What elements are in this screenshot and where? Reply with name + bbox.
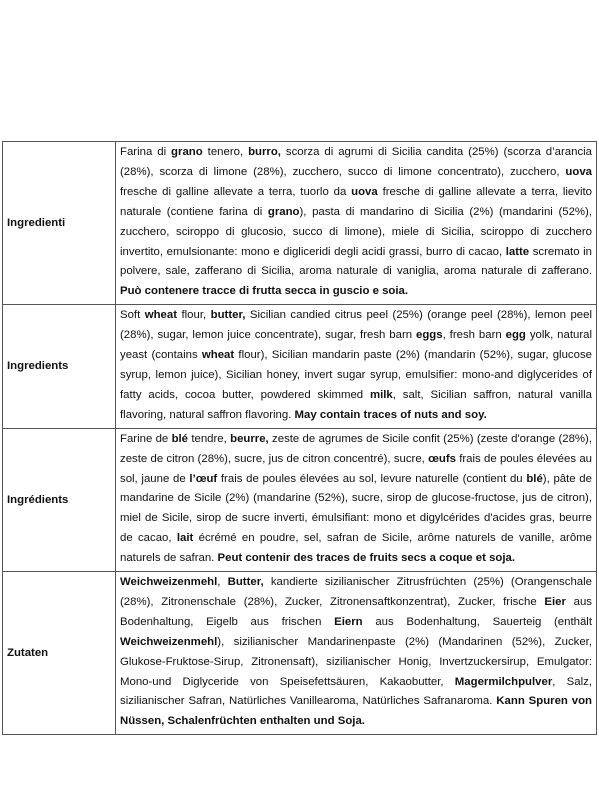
bold-allergen-text: uova bbox=[351, 185, 378, 198]
ingredients-table bbox=[2, 141, 597, 735]
text-segment: ), pâte de mandarine de Sicile (2%) (mandarine (52%), sucre, sirop de glucose-fructose, jus de citron), miel de Sicile, sirop de sucre inverti, émulsifiant: mono et digylcérides d'acides gras, beurre de cacao, bbox=[120, 472, 592, 545]
bold-allergen-text: grano bbox=[171, 146, 203, 158]
text-segment: , bbox=[217, 576, 228, 589]
text-segment: Farine de bbox=[120, 432, 172, 445]
bold-allergen-text: May contain traces of nuts and soy. bbox=[294, 408, 487, 421]
bold-allergen-text: lait bbox=[176, 532, 194, 545]
text-segment: aus Bodenhaltung, Sauerteig (enthält bbox=[362, 615, 593, 628]
bold-allergen-text: uova bbox=[565, 165, 592, 178]
bold-allergen-text: butter, bbox=[210, 309, 246, 322]
table-row-italian bbox=[3, 142, 597, 305]
bold-allergen-text: wheat bbox=[201, 349, 235, 362]
text-segment: , fresh barn bbox=[442, 329, 506, 342]
bold-allergen-text: burro, bbox=[248, 146, 281, 158]
row-label: Ingrédients bbox=[3, 428, 116, 571]
bold-allergen-text: Può contenere tracce di frutta secca in guscio e soia. bbox=[120, 285, 409, 298]
bold-allergen-text: Eiern bbox=[334, 615, 363, 628]
bold-allergen-text: Eier bbox=[544, 595, 566, 608]
bold-allergen-text: beurre, bbox=[230, 432, 269, 445]
row-label: Ingredienti bbox=[3, 142, 116, 305]
ingredients-text bbox=[116, 305, 597, 428]
text-segment: flour, bbox=[177, 309, 211, 322]
bold-allergen-text: blé bbox=[526, 472, 543, 485]
text-segment: yolk, natural yeast (contains bbox=[120, 329, 592, 362]
text-segment: aus Bodenhaltung, Eigelb aus frischen bbox=[120, 595, 593, 628]
bold-allergen-text: eggs bbox=[416, 329, 443, 342]
text-segment: Farina di bbox=[120, 146, 172, 158]
text-segment: tendre, bbox=[188, 432, 231, 445]
row-label: Zutaten bbox=[3, 572, 116, 735]
ingredients-text bbox=[116, 572, 597, 735]
bold-allergen-text: wheat bbox=[144, 309, 177, 322]
text-segment: scremato in polvere, sale, zafferano di Sicilia, aroma naturale di vaniglia, aroma naturale di zafferano. bbox=[120, 245, 592, 278]
table-row-french bbox=[3, 428, 597, 571]
text-segment: ), sizilianischer Mandarinenpaste (2%) (Mandarinen (52%), Zucker, Glukose-Fruktose-Sirup, Zitronensaft), sizilianischer Honig, Invertzuckersirup, Emulgator: Mono-und Diglyceride von Speisefettsäuren, Kakaobutter, bbox=[120, 635, 592, 688]
bold-allergen-text: grano bbox=[267, 205, 300, 218]
ingredients-text bbox=[116, 428, 597, 571]
text-segment: fresche di galline allevate a terra, tuorlo da bbox=[120, 185, 352, 198]
row-label: Ingredients bbox=[3, 305, 116, 428]
text-segment: zeste de agrumes de Sicile confit (25%) (zeste d'orange (28%), zeste de citron (28%), sucre, jus de citron concentré), sucre, bbox=[120, 432, 592, 465]
text-segment: flour), Sicilian mandarin paste (2%) (mandarin (52%), sugar, glucose syrup, lemon juice), Sicilian honey, invert sugar syrup, emulsifier: mono-and diglycerides of fatty acids, cocoa butter, powdered skimmed bbox=[120, 349, 592, 401]
bold-allergen-text: Peut contenir des traces de fruits secs a coque et soja. bbox=[217, 552, 516, 565]
bold-allergen-text: milk bbox=[369, 388, 393, 401]
bold-allergen-text: Weichweizenmehl bbox=[120, 576, 218, 589]
text-segment: frais de poules élevées au sol, levure naturelle (contient du bbox=[217, 472, 527, 485]
table-row-english bbox=[3, 305, 597, 428]
bold-allergen-text: egg bbox=[505, 329, 526, 342]
bold-allergen-text: blé bbox=[171, 432, 189, 445]
text-segment: écrémé en poudre, sel, safran de Sicile, arôme naturels de vanille, arôme naturels de safran. bbox=[120, 532, 593, 565]
text-segment: frais de poules élevées au sol, jaune de bbox=[120, 452, 592, 485]
bold-allergen-text: l’œuf bbox=[189, 472, 218, 485]
text-segment: tenero, bbox=[202, 146, 249, 158]
text-segment: ), pasta di mandarino di Sicilia (2%) (mandarini (52%), zucchero, sciroppo di glucosio, succo di limone), miele di Sicilia, sciroppo di zucchero invertito, emulsionante: mono e digliceridi degli acidi grassi, burro di cacao, bbox=[120, 205, 592, 258]
text-segment: fresche di galline allevate a terra, lievito naturale (contiene farina di bbox=[120, 185, 592, 218]
text-segment: Sicilian candied citrus peel (25%) (orange peel (28%), lemon peel (28%), sugar, lemon juice concentrate), sugar, fresh barn bbox=[120, 309, 592, 342]
table-row-german bbox=[3, 572, 597, 735]
bold-allergen-text: Magermilchpulver bbox=[454, 675, 553, 688]
text-segment: kandierte sizilianischer Zitrusfrüchten (25%) (Orangenschale (28%), Zitronenschale (28%), Zucker, Zitronensaftkonzentrat), Zucker, frische bbox=[120, 576, 592, 608]
text-segment: , Salz, sizilianischer Safran, Natürliches Vanillearoma, Natürliches Safranaroma. bbox=[120, 675, 593, 708]
text-segment: Soft bbox=[120, 309, 145, 322]
bold-allergen-text: latte bbox=[505, 245, 530, 258]
ingredients-text bbox=[116, 142, 597, 305]
text-segment: scorza di agrumi di Sicilia candita (25%) (scorza d’arancia (28%), scorza di limone (28%), zucchero, succo di limone concentrato), zucchero, bbox=[120, 146, 593, 178]
text-segment: , salt, Sicilian saffron, natural vanilla flavoring, natural saffron flavoring. bbox=[120, 388, 592, 421]
bold-allergen-text: Weichweizenmehl bbox=[120, 635, 218, 648]
bold-allergen-text: Butter, bbox=[227, 576, 264, 589]
bold-allergen-text: Kann Spuren von Nüssen, Schalenfrüchten enthalten und Soja. bbox=[120, 695, 593, 728]
bold-allergen-text: œufs bbox=[428, 452, 456, 465]
